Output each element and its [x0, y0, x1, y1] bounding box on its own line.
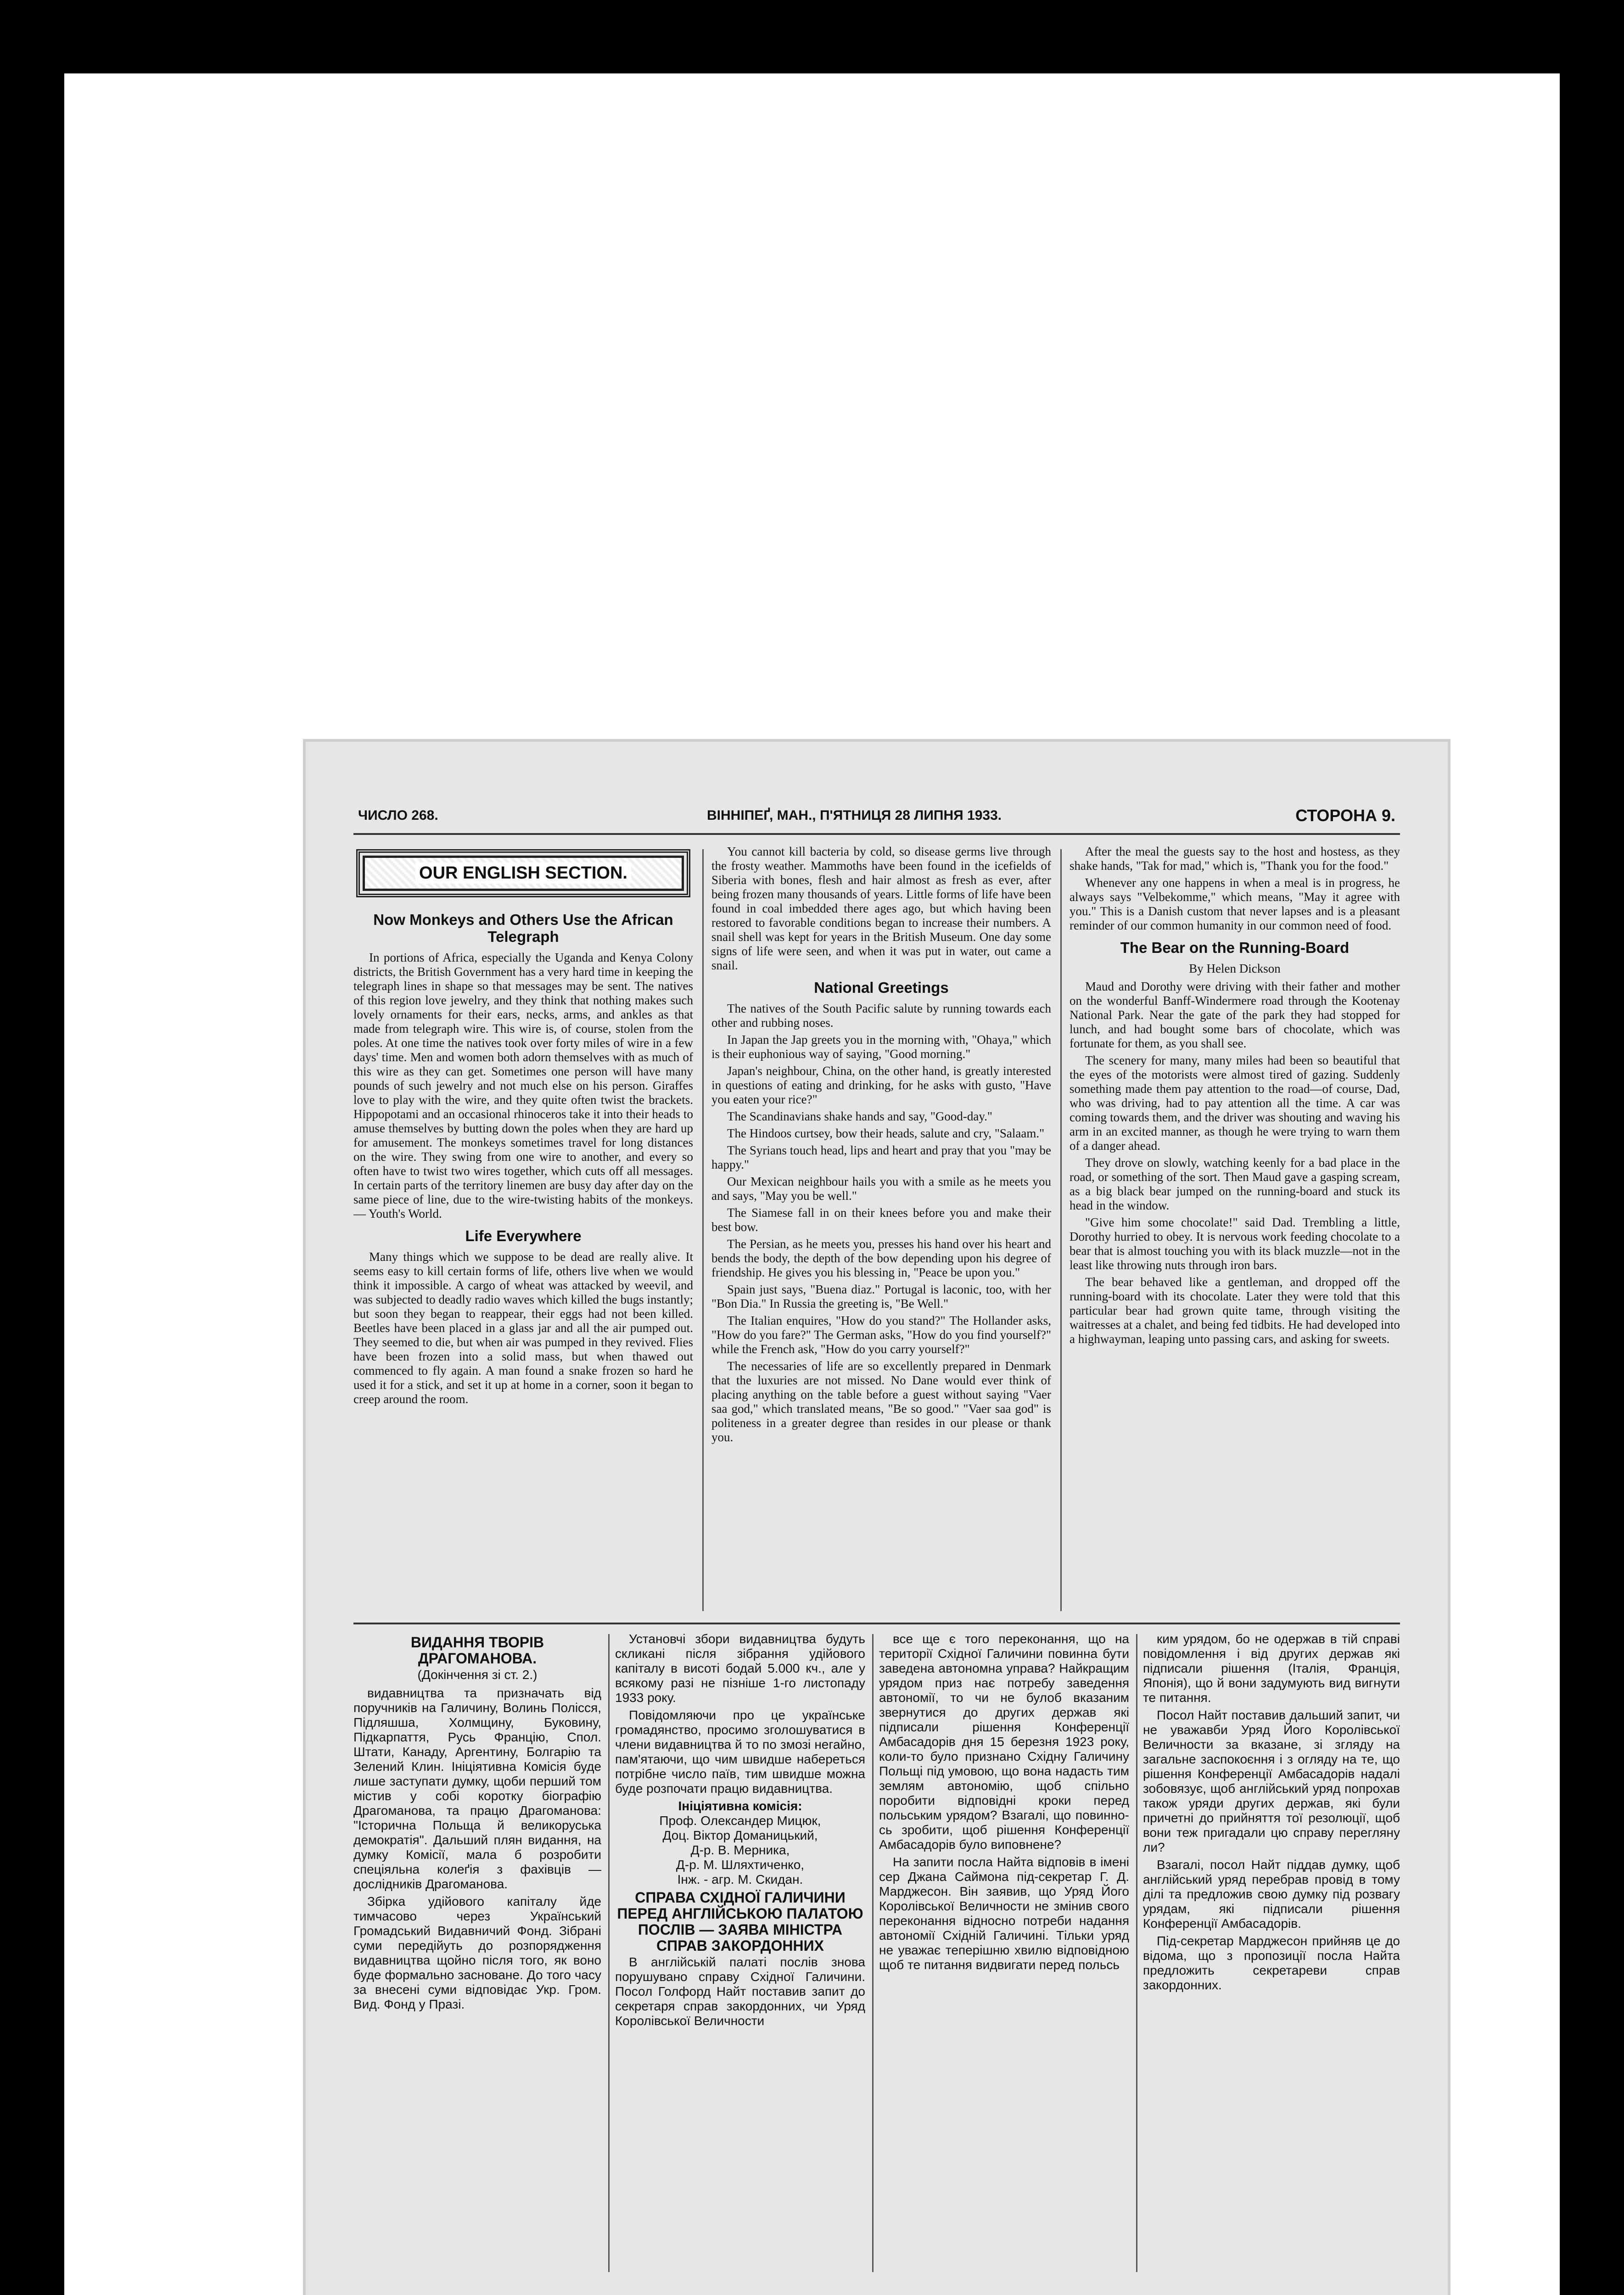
greetings-paragraph: The Siamese fall in on their knees before you and make their best bow. [711, 1206, 1051, 1234]
ukrainian-paragraph: На запити посла Найта відповів в імені сер Джана Саймона під-секретар Г. Д. Марджесон. Він заявив, що Уряд Його Королівської Величности не змінив свого переконання відносно потреби надання автономії Східній Галичині. Тільки уряд не уважає теперішню хвилю відповідною щоб те питання видвигати перед польсь [879, 1855, 1129, 1972]
life-paragraph: Many things which we suppose to be dead are really alive. It seems easy to kill certain forms of life, others live when we would think it impossible. A cargo of wheat was attacked by weevil, and was subjected to deadly radio waves which killed the bugs instantly; but soon they began to reappear, their eggs had not been killed. Beetles have been placed in a glass jar and all the air pumped out. They seemed to die, but when air was pumped in they revived. Flies have been frozen into a solid mass, but when thawed out commenced to fly again. A man found a snake frozen so hard he used it for a stick, and set it up at home in a corner, soon it began to creep around the room. [353, 1250, 693, 1406]
greetings-paragraph: The necessaries of life are so excellently prepared in Denmark that the luxuries are not missed. No Dane would ever think of placing anything on the table before a guest without saying "Vaer saa god," which translated means, "Be so good." "Vaer saa god" is politeness in a greater degree than resides in our please or thank you. [711, 1359, 1051, 1444]
ukrainian-column-1 [353, 1632, 601, 2274]
english-section-banner [356, 849, 690, 897]
ukrainian-paragraph: все ще є того переконання, що на території Східної Галичини повинна бути заведена автономна управа? Найкращим урядом приз нає потребу заведення автономії, то чи не булоб вказаним звернутися до других держав які підписали рішення Конференції Амбасадорів дня 15 березня 1923 року, коли-то було признано Східну Галичину Польщі під умовою, що вона надасть тим землям автономію, щоб спільно поробити відповідні кроки перед польським урядом? Взагалі, що повинно-сь зробити, щоб рішення Конференції Амбасадорів було виповнене? [879, 1632, 1129, 1852]
dateline: ВІННІПЕҐ, МАН., П'ЯТНИЦЯ 28 ЛИПНЯ 1933. [707, 808, 1002, 823]
ukrainian-paragraph: ким урядом, бо не одержав в тій справі повідомлення і від других держав які підписали рішення (Італія, Франція, Японія), що й вони задумують вид вигнути те питання. [1143, 1632, 1400, 1705]
page-number: СТОРОНА 9. [1295, 806, 1395, 825]
column-divider [1136, 1634, 1137, 2272]
signature: Д-р. М. Шляхтиченко, [676, 1858, 805, 1872]
column-divider [702, 849, 704, 1611]
english-column-2 [711, 845, 1051, 1616]
ukrainian-paragraph: видавництва та призначать від поручників на Галичину, Волинь Полісся, Підляшша, Холмщину, Буковину, Підкарпаття, Русь Францію, Спол. Штати, Канаду, Аргентину, Болгарію та Зелений Клин. Ініціятивна Комісія буде лише заступати думку, щоби перший том містив у собі коротку біографію Драгоманова, та працю Драгоманова: "Історична Польща й великоруська демократія". Дальший плян видання, на думку Комісії, мала б розробити спеціяльна колеґія з фахівців — дослідників Драгоманова. [353, 1686, 601, 1891]
issue-number: ЧИСЛО 268. [358, 808, 438, 823]
continuation-note: (Докінчення зі ст. 2.) [417, 1668, 538, 1682]
greetings-paragraph: The Scandinavians shake hands and say, "Good-day." [727, 1109, 992, 1123]
ukrainian-paragraph: Збірка удійового капіталу йде тимчасово через Український Громадський Видавничий Фонд. Зібрані суми передійуть до розпорядження видавництва щойно після того, як воно буде формально засноване. До того часу за внесені суми відповідає Укр. Гром. Вид. Фонд у Празі. [353, 1894, 601, 2011]
monkeys-paragraph: In portions of Africa, especially the Uganda and Kenya Colony districts, the British Government has a very hard time in keeping the telegraph lines in shape so that messages may be sent. The natives of this region love jewelry, and they think that nothing makes such lovely ornaments for their ears, necks, arms, and ankles as that made from telegraph wire. This wire is, of course, stolen from the poles. At one time the natives took over forty miles of wire in a few days' time. Men and women both adorn themselves with as much of this wire as they can get. Sometimes one person will have many pounds of such jewelry and not much else on his person. Giraffes love to play with the wire, and they quite often twist the brackets. Hippopotami and an occasional rhinoceros take it into their heads to amuse themselves by butting down the poles when they are hard up for amusement. The monkeys sometimes travel for long distances on the wire. They swing from one wire to another, and every so often have to twist two wires together, which cuts off all messages. In certain parts of the territory linemen are busy day after day on the same piece of line, due to the wire-twisting habits of the monkeys. — Youth's World. [353, 951, 693, 1220]
english-column-3 [1070, 845, 1400, 1616]
masthead [358, 803, 1395, 831]
ukrainian-column-2 [615, 1632, 865, 2274]
ukrainian-column-4 [1143, 1632, 1400, 2274]
bear-paragraph: Maud and Dorothy were driving with their father and mother on the wonderful Banff-Windermere road through the Kootenay National Park. Near the gate of the park they had stopped for lunch, and had bought some bars of chocolate, which was fortunate for them, as you shall see. [1070, 980, 1400, 1050]
english-section-title: OUR ENGLISH SECTION. [415, 862, 631, 884]
monkeys-article-title: Now Monkeys and Others Use the African Telegraph [373, 911, 673, 945]
greetings-paragraph: The Syrians touch head, lips and heart and pray that you "may be happy." [711, 1143, 1051, 1171]
drahomanov-article-title: ВИДАННЯ ТВОРІВ ДРАГОМАНОВА. [410, 1634, 544, 1667]
greetings-paragraph: After the meal the guests say to the host and hostess, as they shake hands, "Tak for mad," which is, "Thank you for the food." [1070, 845, 1400, 873]
newspaper-page [303, 739, 1450, 2295]
signature: Доц. Віктор Доманицький, [662, 1828, 818, 1842]
life-paragraph: You cannot kill bacteria by cold, so disease germs live through the frosty weather. Mammoths have been found in the icefields of Siberia with bones, flesh and hair almost as fresh as ever, after being frozen many thousands of years. Little forms of life have been found in coal imbedded there ages ago, but which having been restored to favorable conditions began to increase their numbers. A snail shell was kept for years in the British Museum. One day some signs of life were seen, and when it was put in water, out came a snail. [711, 845, 1051, 972]
ukrainian-column-3 [879, 1632, 1129, 2274]
committee-title: Ініціятивна комісія: [678, 1799, 802, 1813]
life-article-title: Life Everywhere [465, 1227, 582, 1244]
signature: Д-р. В. Мерника, [690, 1843, 790, 1857]
greetings-paragraph: Our Mexican neighbour hails you with a smile as he meets you and says, "May you be well." [711, 1175, 1051, 1203]
bear-paragraph: They drove on slowly, watching keenly for a bad place in the road, or something of the sort. Then Maud gave a gasping scream, as a big black bear jumped on the running-board and stuck its head in the window. [1070, 1156, 1400, 1212]
greetings-paragraph: The Hindoos curtsey, bow their heads, salute and cry, "Salaam." [727, 1126, 1045, 1140]
greetings-paragraph: Spain just says, "Buena diaz." Portugal is laconic, too, with her "Bon Dia." In Russia the greeting is, "Be Well." [711, 1282, 1051, 1310]
bear-paragraph: The bear behaved like a gentleman, and dropped off the running-board with its chocolate. Later they were told that this particular bear had grown quite tame, through visiting the waitresses at a chalet, and being fed tidbits. He had developed into a highwayman, leaping unto passing cars, and asking for sweets. [1070, 1275, 1400, 1346]
signature: Інж. - агр. М. Скидан. [677, 1872, 803, 1886]
greetings-paragraph: The Italian enquires, "How do you stand?" The Hollander asks, "How do you fare?" The German asks, "How do you find yourself?" while the French ask, "How do you carry yourself?" [711, 1314, 1051, 1356]
ukrainian-paragraph: Посол Найт поставив дальший запит, чи не уважавби Уряд Його Королівської Величности за вказане, зі згляду на загальне заспокоєння і з огляду на те, що рішення Конференції Амбасадорів надалі зобовязує, щоб англійський уряд попрохав також уряди других держав, які були причетні до прийняття тої резолюції, щоб вони теж пригадали цю справу перегляну ли? [1143, 1708, 1400, 1854]
microfilm-frame [64, 73, 1560, 2295]
greetings-paragraph: The natives of the South Pacific salute by running towards each other and rubbing noses. [711, 1002, 1051, 1030]
english-column-1 [353, 845, 693, 1616]
signature: Проф. Олександер Мицюк, [659, 1814, 821, 1828]
bear-paragraph: "Give him some chocolate!" said Dad. Trembling a little, Dorothy hurried to obey. It is nervous work feeding chocolate to a bear that is almost touching you with its black muzzle—not in the least like throwing nuts through iron bars. [1070, 1215, 1400, 1272]
ukrainian-paragraph: В англійській палаті послів знова порушувано справу Східної Галичини. Посол Голфорд Найт поставив запит до секретаря справ закордонних, чи Уряд Королівської Величности [615, 1955, 865, 2028]
ukrainian-paragraph: Взагалі, посол Найт піддав думку, щоб англійський уряд перебрав провід в тому ділі та предложив свою думку під розвагу урядам, які підписали рішення Конференції Амбасадорів. [1143, 1858, 1400, 1931]
greetings-article-title: National Greetings [814, 979, 949, 996]
bear-article-title: The Bear on the Running-Board [1120, 939, 1350, 956]
greetings-paragraph: Japan's neighbour, China, on the other hand, is greatly interested in questions of eating and drinking, for he asks with gusto, "Have you eaten your rice?" [711, 1064, 1051, 1106]
greetings-paragraph: Whenever any one happens in when a meal is in progress, he always says "Velbekomme," which means, "May it agree with you." This is a Danish custom that never lapses and is a pleasant reminder of our common humanity in our common need of food. [1070, 876, 1400, 932]
galicia-article-title: СПРАВА СХІДНОЇ ГАЛИЧИНИ ПЕРЕД АНГЛІЙСЬКОЮ ПАЛАТОЮ ПОСЛІВ — ЗАЯВА МІНІСТРА СПРАВ ЗАКОРДОННИХ [617, 1889, 863, 1954]
section-divider-rule [353, 1623, 1400, 1624]
masthead-rule [353, 833, 1400, 835]
ukrainian-paragraph: Повідомляючи про це українське громадянство, просимо зголошуватися в члени видавництва й то по змозі негайно, пам'ятаючи, що чим швидше набереться потрібне число паїв, тим швидше можна буде розпочати працю видавництва. [615, 1708, 865, 1796]
greetings-paragraph: In Japan the Jap greets you in the morning with, "Ohaya," which is their euphonious way of saying, "Good morning." [711, 1033, 1051, 1061]
greetings-paragraph: The Persian, as he meets you, presses his hand over his heart and bends the body, the depth of the bow depending upon his degree of friendship. He gives you his blessing in, "Peace be upon you." [711, 1237, 1051, 1279]
column-divider [872, 1634, 874, 2272]
ukrainian-paragraph: Під-секретар Марджесон прийняв це до відома, що з пропозиції посла Найта предложить секретареви справ закордонних. [1143, 1934, 1400, 1992]
column-divider [608, 1634, 610, 2272]
column-divider [1060, 849, 1062, 1611]
ukrainian-paragraph: Установчі збори видавництва будуть скликані після зібрання удійового капіталу в висоті бодай 5.000 кч., але у всякому разі не пізніше 1-го листопаду 1933 року. [615, 1632, 865, 1705]
bear-paragraph: The scenery for many, many miles had been so beautiful that the eyes of the motorists were almost tired of gazing. Suddenly something made them pay attention to the road—of course, Dad, who was driving, had to pay attention all the time. A car was coming towards them, and the driver was shouting and waving his arm in an excited manner, as though he were trying to warn them of a danger ahead. [1070, 1053, 1400, 1153]
bear-byline: By Helen Dickson [1189, 962, 1281, 975]
